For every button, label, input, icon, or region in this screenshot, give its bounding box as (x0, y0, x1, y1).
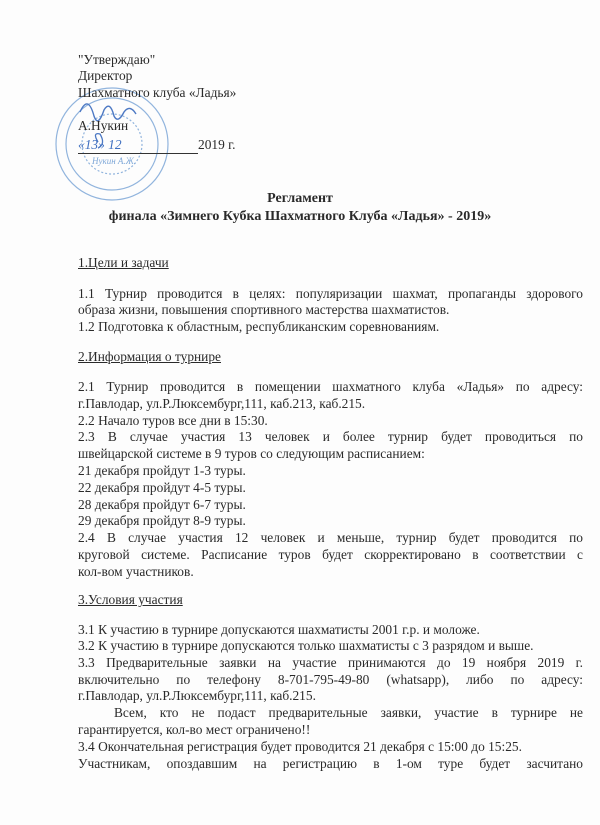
text-line: 2.1 Турнир проводится в помещении шахматного клуба «Ладья» по адресу: (78, 379, 583, 394)
approval-date-year: 2019 г. (198, 137, 236, 152)
text-line: 2.2 Начало туров все дни в 15:30. (78, 413, 268, 428)
section-heading-goals: 1.Цели и задачи (78, 255, 169, 270)
approval-label: "Утверждаю" (78, 52, 156, 67)
approval-date-day: «13» 12 (78, 137, 198, 154)
text-line: 1.2 Подготовка к областным, республиканским соревнованиям. (78, 319, 440, 334)
document-subtitle: финала «Зимнего Кубка Шахматного Клуба «Ладья» - 2019» (108, 209, 492, 224)
text-line: г.Павлодар, ул.Р.Люксембург,111, каб.213, каб.215. (78, 396, 366, 411)
text-line: г.Павлодар, ул.Р.Люксембург,111, каб.215. (78, 688, 316, 703)
text-line: круговой системе. Расписание туров будет скорректировано в соответствии с (78, 547, 583, 562)
text-line: 3.4 Окончательная регистрация будет проводится 21 декабря с 15:00 до 15:25. (78, 739, 522, 754)
text-line: 1.1 Турнир проводится в целях: популяризации шахмат, пропаганды здорового (78, 286, 583, 301)
approval-name: А.Нукин (78, 118, 129, 133)
text-line: 2.4 В случае участия 12 человек и меньше, турнир будет проводится по (78, 530, 583, 545)
text-line: Участникам, опоздавшим на регистрацию в 1-ом туре будет засчитано (78, 756, 583, 771)
approval-position: Директор (78, 68, 133, 83)
text-line: 2.3 В случае участия 13 человек и более турнир будет проводиться по (78, 429, 583, 444)
text-line: 22 декабря пройдут 4-5 туры. (78, 480, 246, 495)
text-line: 28 декабря пройдут 6-7 туры. (78, 497, 246, 512)
text-line: 21 декабря пройдут 1-3 туры. (78, 463, 246, 478)
text-line: кол-вом участников. (78, 564, 194, 579)
text-line: 3.1 К участию в турнире допускаются шахматисты 2001 г.р. и моложе. (78, 622, 480, 637)
text-line: включительно по телефону 8-701-795-49-80 (whatsapp), либо по адресу: (78, 672, 583, 687)
text-line: образа жизни, повышения спортивного мастерства шахматистов. (78, 302, 450, 317)
svg-text:Нукин А.Ж.: Нукин А.Ж. (92, 156, 137, 166)
text-line: 29 декабря пройдут 8-9 туры. (78, 513, 246, 528)
section-heading-conditions: 3.Условия участия (78, 592, 183, 607)
text-line: Всем, кто не подаст предварительные заявки, участие в турнире не (114, 705, 583, 720)
text-line: 3.3 Предварительные заявки на участие принимаются до 19 ноября 2019 г. (78, 655, 583, 670)
text-line: швейцарской системе в 9 туров со следующим расписанием: (78, 446, 425, 461)
text-line: 3.2 К участию в турнире допускаются только шахматисты с 3 разрядом и выше. (78, 638, 534, 653)
section-heading-info: 2.Информация о турнире (78, 349, 221, 364)
approval-org: Шахматного клуба «Ладья» (78, 85, 237, 100)
approval-date (78, 137, 583, 154)
document-title: Регламент (267, 191, 333, 206)
text-line: гарантируется, кол-во мест ограничено!! (78, 722, 311, 737)
